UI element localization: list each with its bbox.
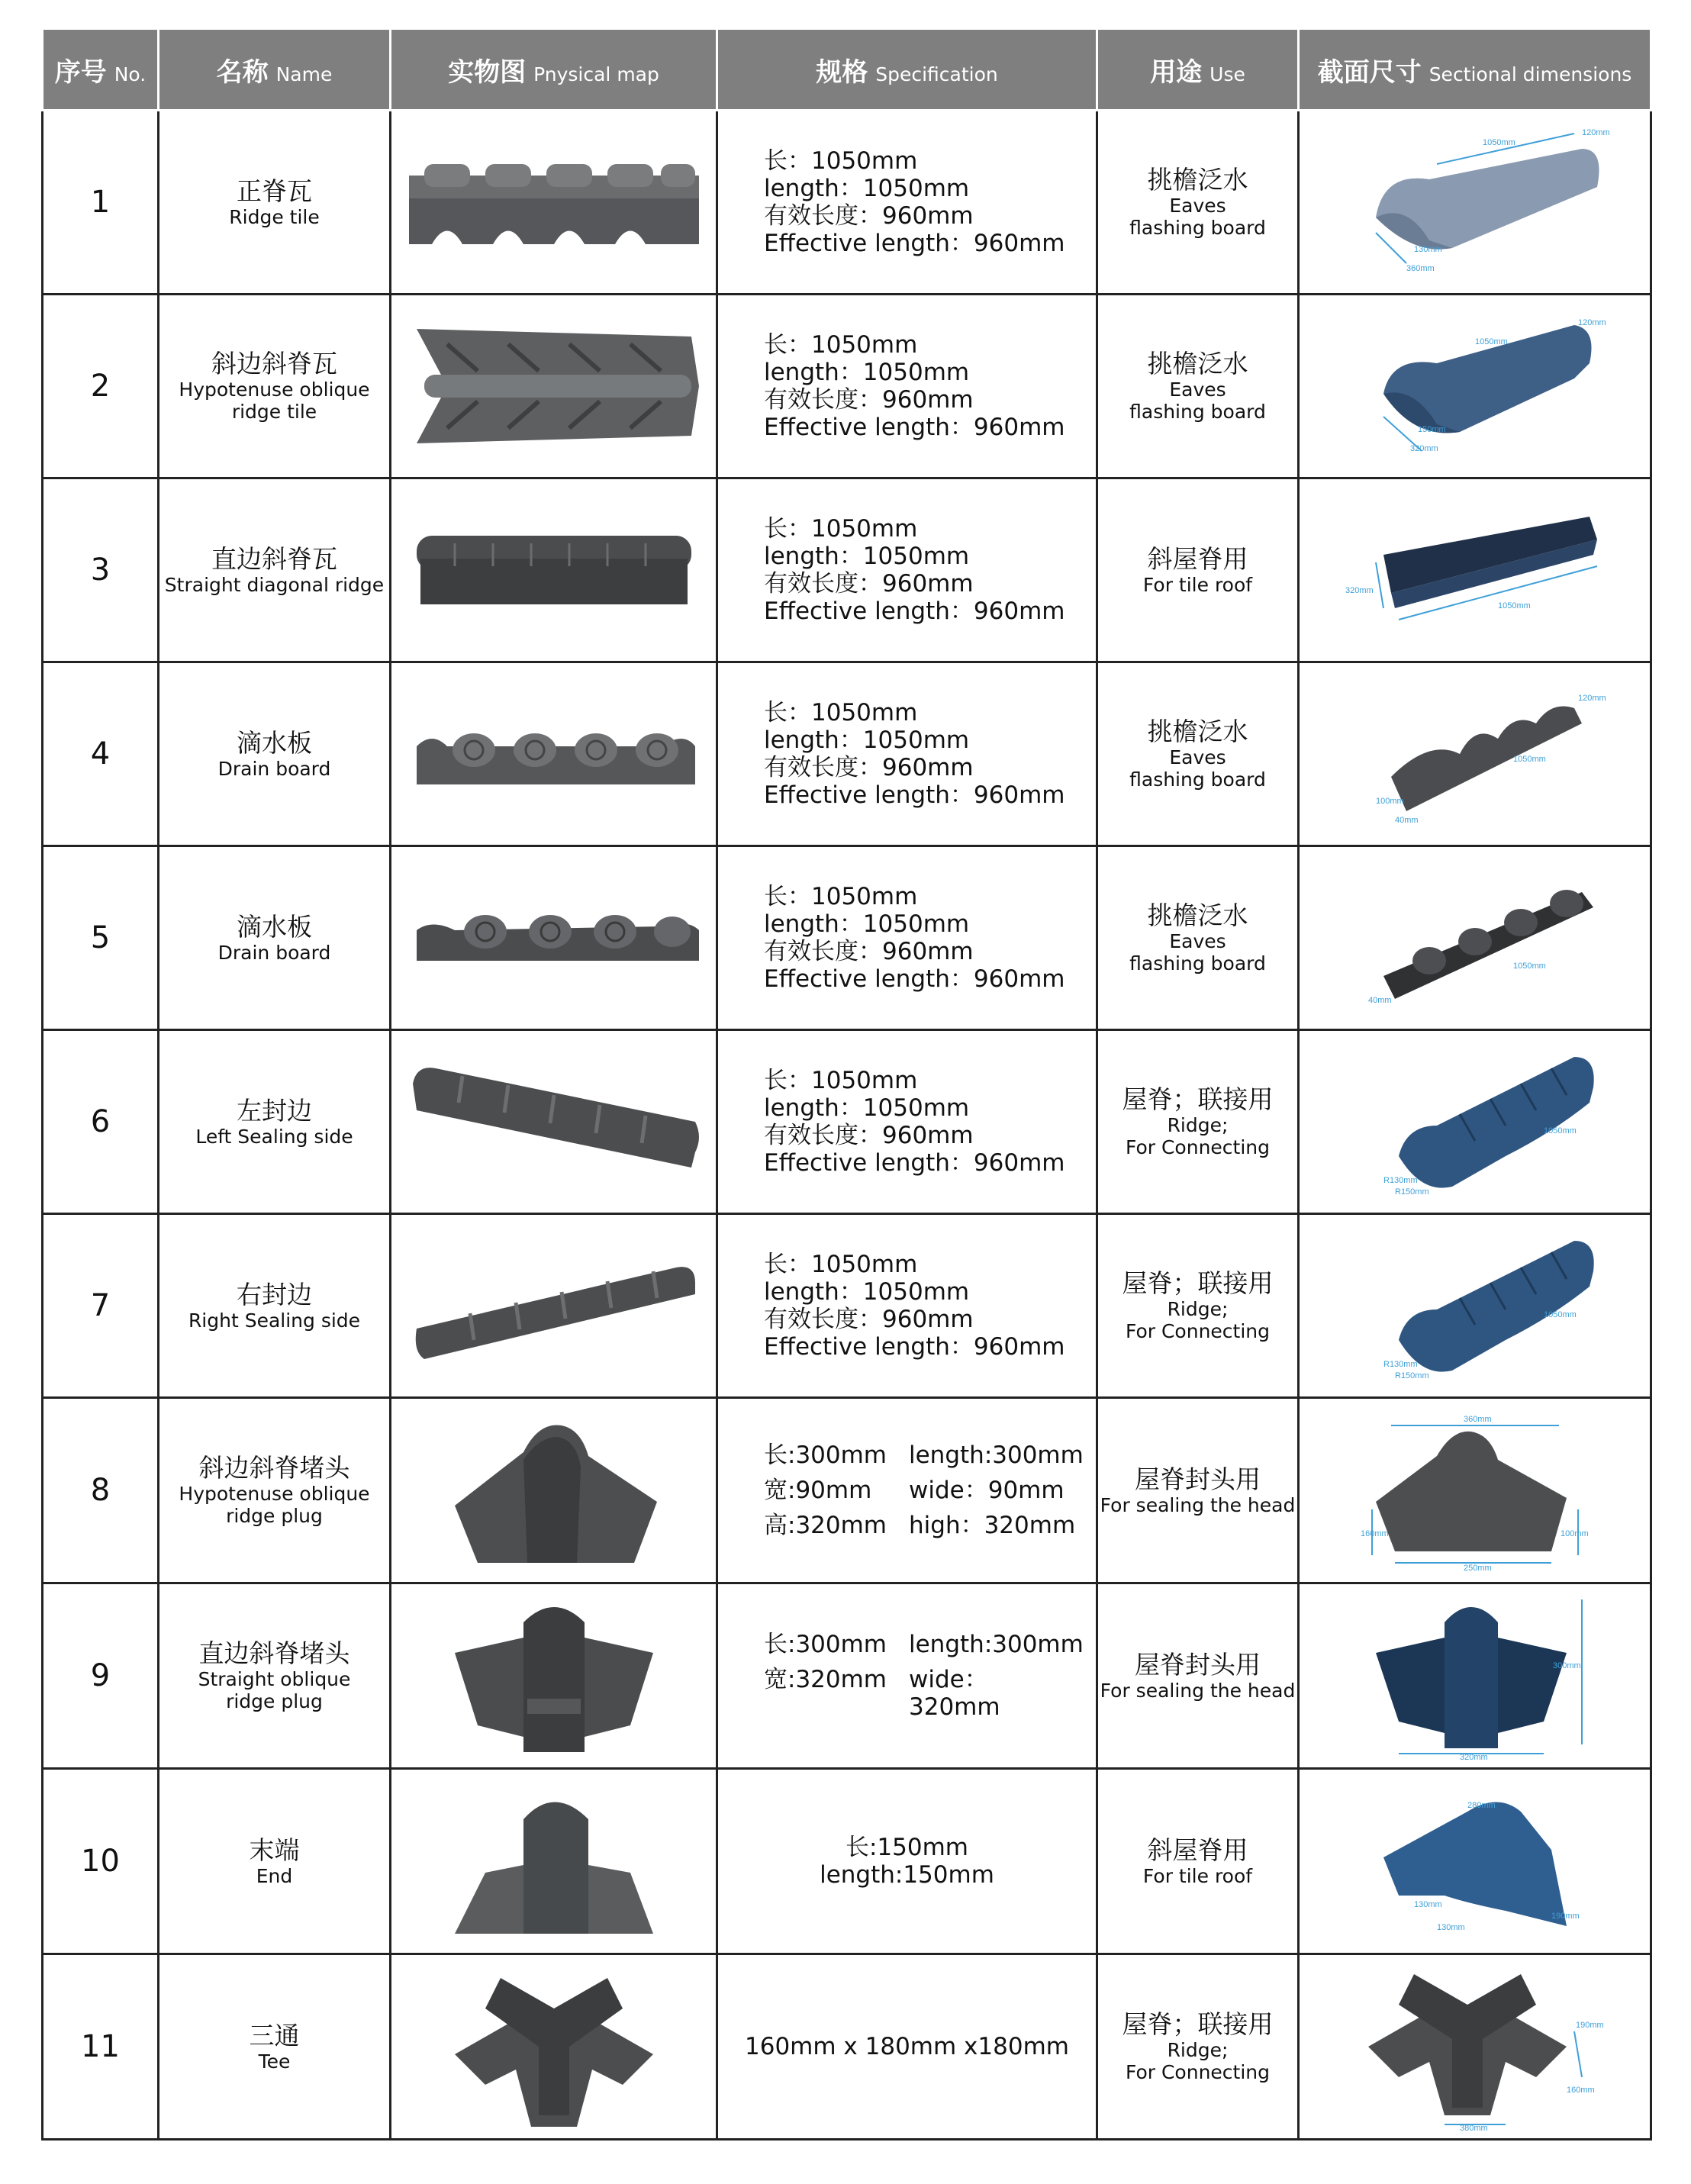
- product-photo: [391, 1954, 717, 2140]
- product-name: 直边斜脊堵头 Straight oblique ridge plug: [159, 1583, 391, 1769]
- sectional-dimension-render: [1299, 662, 1651, 846]
- specification: 长：1050mm length：1050mm 有效长度：960mm Effective length：960mm: [717, 846, 1097, 1030]
- row-number: 9: [43, 1583, 159, 1769]
- header-specification: 规格 Specification: [717, 29, 1097, 111]
- sectional-dimension-render: [1299, 1769, 1651, 1954]
- usage: 斜屋脊用 For tile roof: [1097, 1769, 1299, 1954]
- usage: 屋脊；联接用 Ridge; For Connecting: [1097, 1214, 1299, 1398]
- product-name: 斜边斜脊堵头 Hypotenuse oblique ridge plug: [159, 1398, 391, 1583]
- svg-text:320mm: 320mm: [1459, 1753, 1488, 1762]
- usage: 屋脊；联接用 Ridge; For Connecting: [1097, 1954, 1299, 2140]
- svg-text:280mm: 280mm: [1467, 1801, 1496, 1810]
- product-photo: [391, 295, 717, 478]
- header-sectional-dimensions: 截面尺寸 Sectional dimensions: [1299, 29, 1651, 111]
- product-photo: [391, 111, 717, 295]
- row-number: 11: [43, 1954, 159, 2140]
- svg-text:380mm: 380mm: [1459, 2124, 1488, 2133]
- row-number: 10: [43, 1769, 159, 1954]
- svg-text:320mm: 320mm: [1409, 444, 1438, 453]
- sectional-dimension-render: [1299, 846, 1651, 1030]
- header-row: [43, 29, 1651, 111]
- svg-text:120mm: 120mm: [1577, 318, 1606, 327]
- product-name: 末端 End: [159, 1769, 391, 1954]
- product-name: 右封边 Right Sealing side: [159, 1214, 391, 1398]
- svg-text:1050mm: 1050mm: [1512, 962, 1546, 971]
- specification: 长：1050mm length：1050mm 有效长度：960mm Effective length：960mm: [717, 111, 1097, 295]
- svg-text:100mm: 100mm: [1375, 797, 1404, 806]
- specification: 长：1050mm length：1050mm 有效长度：960mm Effective length：960mm: [717, 295, 1097, 478]
- specification: 长:300mm length:300mm 宽:320mm wide：320mm: [717, 1583, 1097, 1769]
- table-row: [43, 478, 1651, 662]
- svg-text:130mm: 130mm: [1413, 1900, 1442, 1909]
- table-row: [43, 295, 1651, 478]
- table-row: [43, 846, 1651, 1030]
- svg-text:360mm: 360mm: [1463, 1415, 1492, 1424]
- product-spec-table: [41, 27, 1650, 2141]
- svg-text:250mm: 250mm: [1463, 1564, 1492, 1573]
- usage: 挑檐泛水 Eaves flashing board: [1097, 111, 1299, 295]
- product-name: 滴水板 Drain board: [159, 846, 391, 1030]
- svg-text:160mm: 160mm: [1566, 2086, 1595, 2095]
- svg-text:120mm: 120mm: [1577, 694, 1606, 703]
- product-photo: [391, 662, 717, 846]
- svg-text:1050mm: 1050mm: [1512, 755, 1546, 764]
- header-no: 序号 No.: [43, 29, 159, 111]
- svg-text:R150mm: R150mm: [1394, 1187, 1429, 1197]
- svg-text:R150mm: R150mm: [1394, 1371, 1429, 1380]
- row-number: 8: [43, 1398, 159, 1583]
- table-row: [43, 1769, 1651, 1954]
- product-name: 滴水板 Drain board: [159, 662, 391, 846]
- row-number: 1: [43, 111, 159, 295]
- header-use: 用途 Use: [1097, 29, 1299, 111]
- svg-text:190mm: 190mm: [1551, 1912, 1580, 1921]
- sectional-dimension-render: [1299, 1583, 1651, 1769]
- table-row: [43, 662, 1651, 846]
- table-row: [43, 111, 1651, 295]
- sectional-dimension-render: [1299, 478, 1651, 662]
- sectional-dimension-render: [1299, 295, 1651, 478]
- table-row: [43, 1398, 1651, 1583]
- svg-text:1050mm: 1050mm: [1497, 601, 1531, 610]
- usage: 屋脊封头用 For sealing the head: [1097, 1398, 1299, 1583]
- sectional-dimension-render: [1299, 1214, 1651, 1398]
- sectional-dimension-render: [1299, 111, 1651, 295]
- specification: 长:150mm length:150mm: [717, 1769, 1097, 1954]
- product-photo: [391, 846, 717, 1030]
- product-name: 直边斜脊瓦 Straight diagonal ridge: [159, 478, 391, 662]
- product-photo: [391, 1769, 717, 1954]
- svg-text:1050mm: 1050mm: [1543, 1310, 1577, 1319]
- row-number: 3: [43, 478, 159, 662]
- table-row: [43, 1583, 1651, 1769]
- specification: 长:300mm length:300mm 宽:90mm wide：90mm 高:320mm high：320mm: [717, 1398, 1097, 1583]
- row-number: 6: [43, 1030, 159, 1214]
- row-number: 7: [43, 1214, 159, 1398]
- svg-text:40mm: 40mm: [1394, 816, 1419, 825]
- specification: 长：1050mm length：1050mm 有效长度：960mm Effective length：960mm: [717, 478, 1097, 662]
- svg-text:150mm: 150mm: [1417, 425, 1446, 434]
- sectional-dimension-render: [1299, 1954, 1651, 2140]
- specification: 长：1050mm length：1050mm 有效长度：960mm Effective length：960mm: [717, 1030, 1097, 1214]
- svg-text:40mm: 40mm: [1367, 996, 1392, 1005]
- product-photo: [391, 1214, 717, 1398]
- product-photo: [391, 1030, 717, 1214]
- table-row: [43, 1214, 1651, 1398]
- svg-text:300mm: 300mm: [1552, 1661, 1581, 1670]
- usage: 屋脊；联接用 Ridge; For Connecting: [1097, 1030, 1299, 1214]
- svg-text:160mm: 160mm: [1360, 1529, 1389, 1538]
- svg-text:1050mm: 1050mm: [1474, 337, 1508, 346]
- specification: 160mm x 180mm x180mm: [717, 1954, 1097, 2140]
- svg-text:320mm: 320mm: [1345, 586, 1374, 595]
- product-photo: [391, 478, 717, 662]
- product-photo: [391, 1583, 717, 1769]
- row-number: 2: [43, 295, 159, 478]
- svg-text:360mm: 360mm: [1406, 264, 1435, 273]
- product-name: 左封边 Left Sealing side: [159, 1030, 391, 1214]
- usage: 挑檐泛水 Eaves flashing board: [1097, 846, 1299, 1030]
- header-physical-map: 实物图 Pnysical map: [391, 29, 717, 111]
- product-name: 斜边斜脊瓦 Hypotenuse oblique ridge tile: [159, 295, 391, 478]
- header-name: 名称 Name: [159, 29, 391, 111]
- usage: 挑檐泛水 Eaves flashing board: [1097, 295, 1299, 478]
- usage: 屋脊封头用 For sealing the head: [1097, 1583, 1299, 1769]
- svg-text:R130mm: R130mm: [1383, 1360, 1418, 1369]
- table-row: [43, 1030, 1651, 1214]
- product-name: 三通 Tee: [159, 1954, 391, 2140]
- table-row: [43, 1954, 1651, 2140]
- usage: 斜屋脊用 For tile roof: [1097, 478, 1299, 662]
- sectional-dimension-render: [1299, 1030, 1651, 1214]
- product-photo: [391, 1398, 717, 1583]
- sectional-dimension-render: [1299, 1398, 1651, 1583]
- svg-text:130mm: 130mm: [1413, 245, 1442, 254]
- svg-text:100mm: 100mm: [1560, 1529, 1589, 1538]
- specification: 长：1050mm length：1050mm 有效长度：960mm Effective length：960mm: [717, 1214, 1097, 1398]
- row-number: 4: [43, 662, 159, 846]
- svg-text:130mm: 130mm: [1436, 1923, 1465, 1932]
- svg-text:1050mm: 1050mm: [1543, 1126, 1577, 1135]
- svg-text:120mm: 120mm: [1581, 128, 1610, 137]
- specification: 长：1050mm length：1050mm 有效长度：960mm Effective length：960mm: [717, 662, 1097, 846]
- row-number: 5: [43, 846, 159, 1030]
- product-name: 正脊瓦 Ridge tile: [159, 111, 391, 295]
- svg-text:1050mm: 1050mm: [1482, 138, 1515, 147]
- svg-text:R130mm: R130mm: [1383, 1176, 1418, 1185]
- usage: 挑檐泛水 Eaves flashing board: [1097, 662, 1299, 846]
- svg-text:190mm: 190mm: [1575, 2021, 1604, 2030]
